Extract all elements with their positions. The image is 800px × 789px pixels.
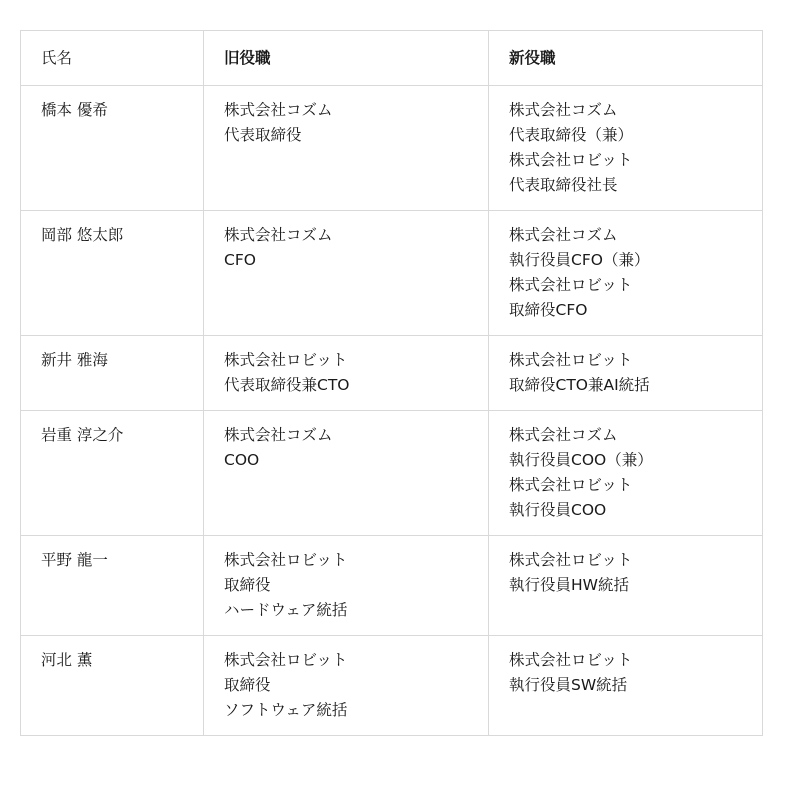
new-role-line: 執行役員COO（兼） [509, 451, 653, 469]
new-role-line: 株式会社コズム [509, 226, 618, 244]
table-header-row [21, 31, 763, 86]
new-role-line: 株式会社ロビット [509, 551, 633, 569]
table-row [21, 211, 763, 336]
old-role-line: ハードウェア統括 [224, 601, 348, 619]
cell-name: 橋本 優希 [21, 86, 204, 211]
old-role-line: 株式会社ロビット [224, 351, 348, 369]
header-new-role: 新役職 [489, 31, 763, 86]
cell-new-role [489, 86, 763, 211]
cell-new-role [489, 411, 763, 536]
new-role-line: 執行役員CFO（兼） [509, 251, 650, 269]
cell-new-role [489, 536, 763, 636]
table-row [21, 536, 763, 636]
new-role-line: 代表取締役（兼） [509, 126, 634, 144]
cell-new-role [489, 636, 763, 736]
new-role-line: 株式会社ロビット [509, 476, 633, 494]
new-role-line: 代表取締役社長 [509, 176, 618, 194]
table-row [21, 336, 763, 411]
cell-name: 平野 龍一 [21, 536, 204, 636]
cell-old-role [204, 86, 489, 211]
role-change-table-container [20, 30, 762, 736]
new-role-line: 取締役CFO [509, 301, 588, 319]
old-role-line: 株式会社コズム [224, 426, 333, 444]
new-role-line: 株式会社コズム [509, 426, 618, 444]
old-role-line: 株式会社コズム [224, 226, 333, 244]
old-role-line: 代表取締役兼CTO [224, 376, 350, 394]
old-role-line: 株式会社ロビット [224, 551, 348, 569]
role-change-table [20, 30, 763, 736]
old-role-line: COO [224, 451, 260, 469]
table-row [21, 86, 763, 211]
old-role-line: CFO [224, 251, 256, 269]
cell-name: 河北 薫 [21, 636, 204, 736]
old-role-line: 株式会社コズム [224, 101, 333, 119]
old-role-line: 代表取締役 [224, 126, 302, 144]
old-role-line: 取締役 [224, 676, 271, 694]
cell-name: 岡部 悠太郎 [21, 211, 204, 336]
new-role-line: 株式会社コズム [509, 101, 618, 119]
table-row [21, 411, 763, 536]
new-role-line: 執行役員HW統括 [509, 576, 629, 594]
new-role-line: 執行役員COO [509, 501, 607, 519]
cell-new-role [489, 211, 763, 336]
table-row [21, 636, 763, 736]
cell-new-role [489, 336, 763, 411]
new-role-line: 株式会社ロビット [509, 651, 633, 669]
old-role-line: 株式会社ロビット [224, 651, 348, 669]
header-name: 氏名 [21, 31, 204, 86]
cell-old-role [204, 636, 489, 736]
new-role-line: 執行役員SW統括 [509, 676, 628, 694]
new-role-line: 取締役CTO兼AI統括 [509, 376, 650, 394]
header-old-role: 旧役職 [204, 31, 489, 86]
cell-old-role [204, 411, 489, 536]
cell-name: 岩重 淳之介 [21, 411, 204, 536]
new-role-line: 株式会社ロビット [509, 351, 633, 369]
cell-old-role [204, 211, 489, 336]
old-role-line: ソフトウェア統括 [224, 701, 348, 719]
new-role-line: 株式会社ロビット [509, 151, 633, 169]
cell-old-role [204, 536, 489, 636]
new-role-line: 株式会社ロビット [509, 276, 633, 294]
old-role-line: 取締役 [224, 576, 271, 594]
cell-name: 新井 雅海 [21, 336, 204, 411]
cell-old-role [204, 336, 489, 411]
